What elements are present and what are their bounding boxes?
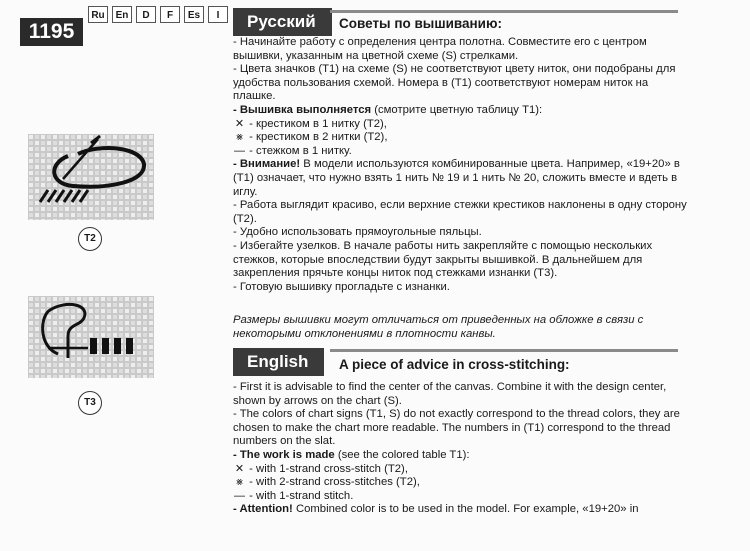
language-list (88, 6, 228, 23)
stitch-line-icon: — (234, 144, 245, 157)
russian-body (233, 36, 693, 294)
ru-p4-bold: - Внимание! (233, 158, 301, 171)
en-l1: ✕ - with 1-strand cross-stitch (T2), (234, 462, 408, 475)
en-p4-bold: - Attention! (233, 503, 293, 516)
ru-p3-bold: - Вышивка выполняется (233, 103, 372, 116)
ru-p6: - Удобно использовать прямоугольные пяльцы. (233, 226, 482, 239)
en-l3: — - with 1-strand stitch. (234, 489, 354, 502)
en-l2: ⨳ - with 2-strand cross-stitches (T2), (233, 476, 693, 490)
lang-ru: Ru (88, 6, 108, 23)
ru-l2: ⨳ - крестиком в 2 нитки (T2), (233, 131, 693, 145)
english-rule (330, 349, 678, 352)
english-title: A piece of advice in cross-stitching: (339, 357, 570, 372)
cross-2-icon: ⨳ (236, 476, 243, 489)
ru-p8: - Готовую вышивку прогладьте с изнанки. (233, 280, 450, 293)
ru-p7: - Избегайте узелков. В начале работы нить закрепляйте с помощью нескольких стежков, которые впоследствии будут закрыты вышивкой. В дальнейшем для закрепления прячьте концы ниток под стежками изнанки (T3). (233, 239, 653, 280)
ru-p4 (233, 158, 693, 199)
en-p2: - The colors of chart signs (T1, S) do not exactly correspond to the thread colors, they are chosen to make the chart more readable. The numbers in (T1) correspond to the thread numbers on the slat. (233, 408, 680, 448)
stitch-line-icon: — (234, 489, 245, 502)
cross-1-icon: ✕ (234, 117, 245, 130)
t2-label: T2 (78, 227, 102, 251)
t3-label: T3 (78, 391, 102, 415)
en-p3-rest: (see the colored table T1): (334, 448, 470, 461)
ru-p3 (233, 104, 693, 118)
t2-stitch-illustration (28, 134, 154, 220)
en-p4-rest: Combined color is to be used in the model. For example, «19+20» in (292, 503, 639, 516)
lang-es: Es (184, 6, 204, 23)
cross-1-icon: ✕ (234, 462, 245, 475)
ru-p3-rest: (смотрите цветную таблицу T1): (371, 103, 543, 116)
model-number: 1195 (20, 18, 83, 46)
russian-lang-label: Русский (233, 8, 332, 36)
en-p1: - First it is advisable to find the center of the canvas. Combine it with the design center, shown by arrows on the chart (S). (233, 381, 667, 407)
cross-2-icon: ⨳ (236, 131, 243, 144)
russian-header (233, 8, 332, 36)
ru-l1: ✕ - крестиком в 1 нитку (T2), (234, 117, 387, 130)
en-p3 (233, 449, 693, 463)
english-body (233, 381, 693, 517)
russian-title: Советы по вышиванию: (339, 16, 502, 31)
english-lang-label: English (233, 348, 324, 376)
en-p4 (233, 503, 693, 517)
lang-d: D (136, 6, 156, 23)
lang-f: F (160, 6, 180, 23)
lang-en: En (112, 6, 132, 23)
en-p3-bold: - The work is made (233, 448, 335, 461)
ru-p4-rest: В модели используются комбинированные цвета. Например, «19+20» в (T1) означает, что нужно взять 1 нить № 19 и 1 нить № 20, сложить вместе и вдеть в иглу. (233, 158, 680, 198)
ru-l3: — - стежком в 1 нитку. (234, 144, 352, 157)
russian-note: Размеры вышивки могут отличаться от приведенных на обложке в связи с некоторыми отклонениями в плотности канвы. (233, 314, 644, 340)
ru-p5: - Работа выглядит красиво, если верхние стежки крестиков наклонены в одну сторону (T2). (233, 199, 687, 225)
russian-rule (330, 10, 678, 13)
english-header (233, 348, 324, 376)
t3-stitch-illustration (28, 296, 154, 378)
lang-i: I (208, 6, 228, 23)
ru-p2: - Цвета значков (T1) на схеме (S) не соответствуют цвету ниток, они подобраны для удобства пользования схемой. Номера в (T1) соответствуют номерам ниток на плашке. (233, 63, 676, 103)
ru-p1: - Начинайте работу с определения центра полотна. Совместите его с центром вышивки, указанным на цветной схеме (S) стрелками. (233, 36, 647, 62)
